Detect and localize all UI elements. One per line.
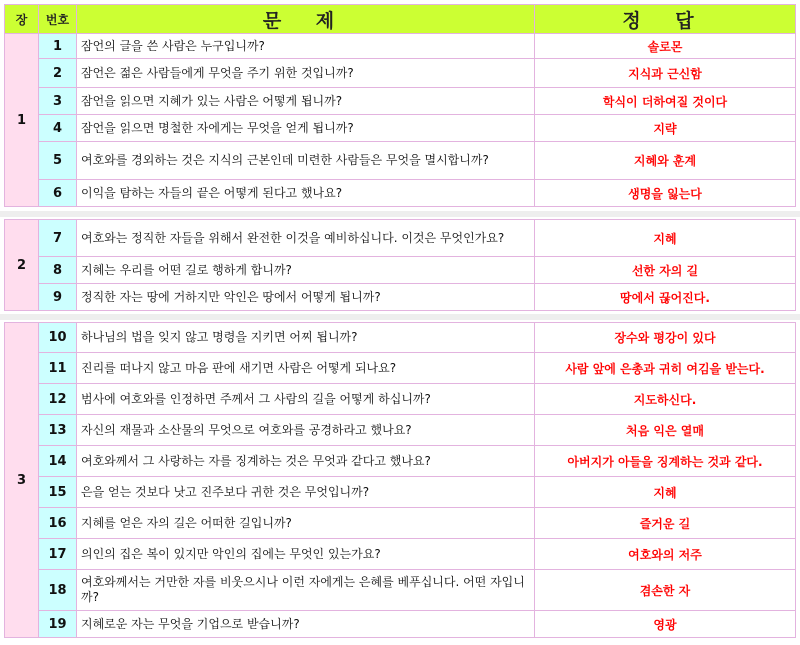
table-row: [5, 284, 796, 311]
answer-cell: 장수와 평강이 있다: [535, 323, 796, 353]
table-row: [5, 323, 796, 353]
question-cell: 이익을 탐하는 자들의 끝은 어떻게 된다고 했나요?: [77, 180, 535, 207]
question-cell: 은을 얻는 것보다 낫고 진주보다 귀한 것은 무엇입니까?: [77, 477, 535, 508]
number-cell: 8: [39, 257, 77, 284]
chapter-cell: 1: [5, 34, 39, 207]
question-cell: 잠언을 읽으면 지혜가 있는 사람은 어떻게 됩니까?: [77, 88, 535, 115]
header-row: [5, 5, 796, 34]
table-row: [5, 34, 796, 59]
number-cell: 3: [39, 88, 77, 115]
number-cell: 2: [39, 59, 77, 88]
question-cell: 잠언을 읽으면 명철한 자에게는 무엇을 얻게 됩니까?: [77, 115, 535, 142]
answer-cell: 지혜: [535, 477, 796, 508]
group-separator: [0, 314, 800, 320]
number-cell: 7: [39, 220, 77, 257]
table-row: [5, 384, 796, 415]
chapter-cell: 2: [5, 220, 39, 311]
answer-cell: 지식과 근신함: [535, 59, 796, 88]
table-row: [5, 611, 796, 638]
answer-cell: 솔로몬: [535, 34, 796, 59]
answer-cell: 여호와의 저주: [535, 539, 796, 570]
answer-cell: 영광: [535, 611, 796, 638]
table-row: [5, 570, 796, 611]
quiz-table-group-2: [4, 219, 796, 311]
question-cell: 자신의 재물과 소산물의 무엇으로 여호와를 공경하라고 했나요?: [77, 415, 535, 446]
table-row: [5, 446, 796, 477]
header-number: 번호: [39, 5, 77, 34]
number-cell: 15: [39, 477, 77, 508]
answer-cell: 생명을 잃는다: [535, 180, 796, 207]
answer-cell: 지도하신다.: [535, 384, 796, 415]
table-row: [5, 477, 796, 508]
quiz-table-group-1: [4, 4, 796, 207]
number-cell: 14: [39, 446, 77, 477]
header-answer: 정 답: [535, 5, 796, 34]
question-cell: 여호와께서 그 사랑하는 자를 징계하는 것은 무엇과 같다고 했나요?: [77, 446, 535, 477]
number-cell: 17: [39, 539, 77, 570]
question-cell: 범사에 여호와를 인정하면 주께서 그 사람의 길을 어떻게 하십니까?: [77, 384, 535, 415]
header-chapter: 장: [5, 5, 39, 34]
number-cell: 11: [39, 353, 77, 384]
number-cell: 5: [39, 142, 77, 180]
question-cell: 여호와께서는 거만한 자를 비웃으시나 이런 자에게는 은혜를 베푸십니다. 어떤 자입니까?: [77, 570, 535, 611]
answer-cell: 아버지가 아들을 징계하는 것과 같다.: [535, 446, 796, 477]
question-cell: 의인의 집은 복이 있지만 악인의 집에는 무엇인 있는가요?: [77, 539, 535, 570]
table-row: [5, 539, 796, 570]
question-cell: 잠언은 젊은 사람들에게 무엇을 주기 위한 것입니까?: [77, 59, 535, 88]
table-row: [5, 115, 796, 142]
answer-cell: 지략: [535, 115, 796, 142]
answer-cell: 사람 앞에 은총과 귀히 여김을 받는다.: [535, 353, 796, 384]
table-row: [5, 415, 796, 446]
question-cell: 여호와를 경외하는 것은 지식의 근본인데 미련한 사람들은 무엇을 멸시합니까?: [77, 142, 535, 180]
header-question: 문 제: [77, 5, 535, 34]
number-cell: 9: [39, 284, 77, 311]
question-cell: 진리를 떠나지 않고 마음 판에 새기면 사람은 어떻게 되나요?: [77, 353, 535, 384]
chapter-cell: 3: [5, 323, 39, 638]
number-cell: 16: [39, 508, 77, 539]
number-cell: 12: [39, 384, 77, 415]
question-cell: 지혜로운 자는 무엇을 기업으로 받습니까?: [77, 611, 535, 638]
question-cell: 여호와는 정직한 자들을 위해서 완전한 이것을 예비하십니다. 이것은 무엇인가요?: [77, 220, 535, 257]
group-separator: [0, 211, 800, 217]
table-row: [5, 508, 796, 539]
number-cell: 13: [39, 415, 77, 446]
answer-cell: 처음 익은 열매: [535, 415, 796, 446]
table-row: [5, 220, 796, 257]
table-row: [5, 59, 796, 88]
table-row: [5, 257, 796, 284]
number-cell: 1: [39, 34, 77, 59]
number-cell: 18: [39, 570, 77, 611]
quiz-table-group-3: [4, 322, 796, 638]
number-cell: 6: [39, 180, 77, 207]
question-cell: 지혜는 우리를 어떤 길로 행하게 합니까?: [77, 257, 535, 284]
number-cell: 19: [39, 611, 77, 638]
question-cell: 정직한 자는 땅에 거하지만 악인은 땅에서 어떻게 됩니까?: [77, 284, 535, 311]
table-row: [5, 88, 796, 115]
number-cell: 4: [39, 115, 77, 142]
answer-cell: 겸손한 자: [535, 570, 796, 611]
answer-cell: 즐거운 길: [535, 508, 796, 539]
answer-cell: 지혜: [535, 220, 796, 257]
answer-cell: 학식이 더하여질 것이다: [535, 88, 796, 115]
number-cell: 10: [39, 323, 77, 353]
answer-cell: 땅에서 끊어진다.: [535, 284, 796, 311]
question-cell: 잠언의 글을 쓴 사람은 누구입니까?: [77, 34, 535, 59]
question-cell: 지혜를 얻은 자의 길은 어떠한 길입니까?: [77, 508, 535, 539]
table-row: [5, 142, 796, 180]
question-cell: 하나님의 법을 잊지 않고 명령을 지키면 어찌 됩니까?: [77, 323, 535, 353]
answer-cell: 선한 자의 길: [535, 257, 796, 284]
answer-cell: 지혜와 훈계: [535, 142, 796, 180]
table-row: [5, 180, 796, 207]
table-row: [5, 353, 796, 384]
